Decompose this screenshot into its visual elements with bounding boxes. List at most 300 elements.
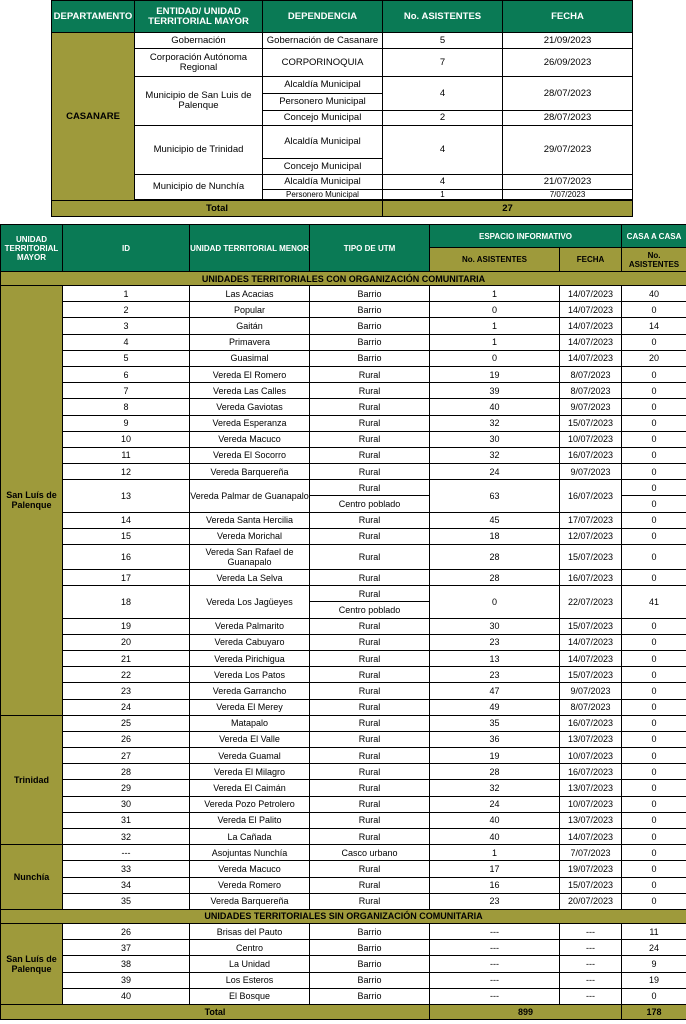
id-cell: 1 bbox=[63, 286, 190, 302]
table-row bbox=[1, 972, 686, 988]
casa-cell: 11 bbox=[622, 923, 686, 939]
table-row bbox=[1, 350, 686, 366]
tipo-cell: Rural bbox=[310, 399, 430, 415]
tipo-cell: Rural bbox=[310, 829, 430, 845]
asistentes-cell: --- bbox=[430, 972, 560, 988]
casa-cell: 0 bbox=[622, 715, 686, 731]
asistentes-cell: 23 bbox=[430, 893, 560, 909]
fecha-cell: 9/07/2023 bbox=[560, 683, 622, 699]
tipo-cell: Rural bbox=[310, 366, 430, 382]
tipo-cell: Rural bbox=[310, 480, 430, 496]
fecha-cell: 13/07/2023 bbox=[560, 731, 622, 747]
entidad-cell: Gobernación bbox=[135, 33, 263, 49]
header-espacio: ESPACIO INFORMATIVO bbox=[430, 225, 622, 248]
dependencia-cell: Concejo Municipal bbox=[263, 159, 383, 175]
casa-cell: 0 bbox=[622, 447, 686, 463]
id-cell: 25 bbox=[63, 715, 190, 731]
asistentes-cell: 16 bbox=[430, 877, 560, 893]
fecha-cell: 13/07/2023 bbox=[560, 780, 622, 796]
unidad-menor-cell: La Cañada bbox=[190, 829, 310, 845]
unidad-menor-cell: Vereda Santa Hercilia bbox=[190, 512, 310, 528]
unidad-menor-cell: Brisas del Pauto bbox=[190, 923, 310, 939]
asistentes-cell: 0 bbox=[430, 586, 560, 618]
asistentes-cell: 19 bbox=[430, 366, 560, 382]
header-asistentes: No. ASISTENTES bbox=[430, 248, 560, 272]
id-cell: 21 bbox=[63, 650, 190, 666]
fecha-cell: 14/07/2023 bbox=[560, 318, 622, 334]
dependencia-cell: Personero Municipal bbox=[263, 190, 383, 200]
unidad-menor-cell: Vereda Gaviotas bbox=[190, 399, 310, 415]
casa-cell: 0 bbox=[622, 829, 686, 845]
header-dependencia: DEPENDENCIA bbox=[263, 1, 383, 33]
fecha-cell: 21/07/2023 bbox=[503, 175, 633, 190]
tipo-cell: Rural bbox=[310, 383, 430, 399]
id-cell: 17 bbox=[63, 570, 190, 586]
tipo-cell: Rural bbox=[310, 683, 430, 699]
tipo-cell: Centro poblado bbox=[310, 602, 430, 618]
asistentes-cell: 32 bbox=[430, 780, 560, 796]
table-row bbox=[1, 512, 686, 528]
header-id: ID bbox=[63, 225, 190, 272]
unidad-menor-cell: Vereda Pozo Petrolero bbox=[190, 796, 310, 812]
table-row bbox=[1, 940, 686, 956]
id-cell: 3 bbox=[63, 318, 190, 334]
asistentes-cell: 35 bbox=[430, 715, 560, 731]
tipo-cell: Rural bbox=[310, 796, 430, 812]
tipo-cell: Rural bbox=[310, 618, 430, 634]
asistentes-cell: 32 bbox=[430, 447, 560, 463]
id-cell: 23 bbox=[63, 683, 190, 699]
unidad-menor-cell: Asojuntas Nunchía bbox=[190, 845, 310, 861]
unidad-menor-cell: Las Acacias bbox=[190, 286, 310, 302]
table-row bbox=[1, 383, 686, 399]
fecha-cell: --- bbox=[560, 940, 622, 956]
unidad-menor-cell: Vereda El Socorro bbox=[190, 447, 310, 463]
unidad-menor-cell: Vereda Morichal bbox=[190, 528, 310, 544]
casa-cell: 14 bbox=[622, 318, 686, 334]
fecha-cell: 14/07/2023 bbox=[560, 634, 622, 650]
total-label: Total bbox=[1, 1004, 430, 1019]
casa-cell: 0 bbox=[622, 302, 686, 318]
asistentes-cell: 4 bbox=[383, 126, 503, 175]
tipo-cell: Rural bbox=[310, 861, 430, 877]
section-header-row bbox=[1, 909, 686, 923]
entidad-cell: Municipio de Trinidad bbox=[135, 126, 263, 175]
section-title: UNIDADES TERRITORIALES SIN ORGANIZACIÓN COMUNITARIA bbox=[1, 909, 686, 923]
id-cell: 7 bbox=[63, 383, 190, 399]
id-cell: 14 bbox=[63, 512, 190, 528]
tipo-cell: Barrio bbox=[310, 318, 430, 334]
asistentes-cell: 28 bbox=[430, 764, 560, 780]
fecha-cell: 28/07/2023 bbox=[503, 111, 633, 126]
table-row bbox=[1, 528, 686, 544]
id-cell: 11 bbox=[63, 447, 190, 463]
tipo-cell: Casco urbano bbox=[310, 845, 430, 861]
table-row bbox=[1, 861, 686, 877]
unidad-menor-cell: Vereda Cabuyaro bbox=[190, 634, 310, 650]
unidad-menor-cell: Vereda Barquereña bbox=[190, 893, 310, 909]
casa-cell: 0 bbox=[622, 731, 686, 747]
table-row bbox=[1, 715, 686, 731]
unidad-menor-cell: Vereda Palmarito bbox=[190, 618, 310, 634]
id-cell: 30 bbox=[63, 796, 190, 812]
unidad-menor-cell: Vereda Palmar de Guanapalo bbox=[190, 480, 310, 512]
fecha-cell: 29/07/2023 bbox=[503, 126, 633, 175]
fecha-cell: 8/07/2023 bbox=[560, 366, 622, 382]
table-row bbox=[1, 845, 686, 861]
id-cell: 35 bbox=[63, 893, 190, 909]
id-cell: --- bbox=[63, 845, 190, 861]
tipo-cell: Rural bbox=[310, 893, 430, 909]
fecha-cell: 16/07/2023 bbox=[560, 570, 622, 586]
total-label: Total bbox=[52, 201, 383, 217]
unidad-menor-cell: La Unidad bbox=[190, 956, 310, 972]
table-row bbox=[1, 699, 686, 715]
unidad-menor-cell: Matapalo bbox=[190, 715, 310, 731]
fecha-cell: 14/07/2023 bbox=[560, 334, 622, 350]
casa-cell: 9 bbox=[622, 956, 686, 972]
table-row bbox=[1, 302, 686, 318]
total-asistentes: 899 bbox=[430, 1004, 622, 1019]
dependencia-cell: CORPORINOQUIA bbox=[263, 49, 383, 77]
unidad-menor-cell: Gaitán bbox=[190, 318, 310, 334]
tipo-cell: Rural bbox=[310, 715, 430, 731]
asistentes-cell: 47 bbox=[430, 683, 560, 699]
unidad-menor-cell: Vereda Esperanza bbox=[190, 415, 310, 431]
territorial-units-table bbox=[0, 224, 686, 1020]
asistentes-cell: 39 bbox=[430, 383, 560, 399]
tipo-cell: Barrio bbox=[310, 988, 430, 1004]
unidad-menor-cell: Vereda Guamal bbox=[190, 748, 310, 764]
asistentes-cell: 28 bbox=[430, 545, 560, 570]
table-row bbox=[1, 956, 686, 972]
fecha-cell: 14/07/2023 bbox=[560, 829, 622, 845]
table-row bbox=[1, 480, 686, 496]
id-cell: 38 bbox=[63, 956, 190, 972]
tipo-cell: Rural bbox=[310, 667, 430, 683]
fecha-cell: 10/07/2023 bbox=[560, 431, 622, 447]
id-cell: 15 bbox=[63, 528, 190, 544]
tipo-cell: Barrio bbox=[310, 334, 430, 350]
fecha-cell: 12/07/2023 bbox=[560, 528, 622, 544]
tipo-cell: Centro poblado bbox=[310, 496, 430, 512]
table-row bbox=[1, 286, 686, 302]
casa-cell: 20 bbox=[622, 350, 686, 366]
fecha-cell: 15/07/2023 bbox=[560, 618, 622, 634]
header-unidad-menor: UNIDAD TERRITORIAL MENOR bbox=[190, 225, 310, 272]
table-row bbox=[1, 399, 686, 415]
table-row bbox=[1, 545, 686, 570]
casa-cell: 0 bbox=[622, 780, 686, 796]
casa-cell: 0 bbox=[622, 988, 686, 1004]
asistentes-cell: --- bbox=[430, 923, 560, 939]
id-cell: 4 bbox=[63, 334, 190, 350]
casa-cell: 0 bbox=[622, 650, 686, 666]
table-row bbox=[1, 683, 686, 699]
id-cell: 26 bbox=[63, 731, 190, 747]
id-cell: 2 bbox=[63, 302, 190, 318]
unidad-menor-cell: Guasimal bbox=[190, 350, 310, 366]
fecha-cell: 16/07/2023 bbox=[560, 480, 622, 512]
unidad-mayor-cell: Trinidad bbox=[1, 715, 63, 845]
fecha-cell: 15/07/2023 bbox=[560, 877, 622, 893]
fecha-cell: 15/07/2023 bbox=[560, 667, 622, 683]
header-casa-asistentes: No. ASISTENTES bbox=[622, 248, 686, 272]
header-unidad-mayor: UNIDAD TERRITORIAL MAYOR bbox=[1, 225, 63, 272]
asistentes-cell: 4 bbox=[383, 175, 503, 190]
unidad-menor-cell: Vereda Los Patos bbox=[190, 667, 310, 683]
table-row bbox=[1, 988, 686, 1004]
id-cell: 33 bbox=[63, 861, 190, 877]
entities-attendance-table bbox=[51, 0, 633, 217]
asistentes-cell: 1 bbox=[430, 845, 560, 861]
tipo-cell: Rural bbox=[310, 512, 430, 528]
unidad-menor-cell: Vereda Las Calles bbox=[190, 383, 310, 399]
tipo-cell: Rural bbox=[310, 447, 430, 463]
unidad-menor-cell: Los Esteros bbox=[190, 972, 310, 988]
id-cell: 19 bbox=[63, 618, 190, 634]
fecha-cell: 14/07/2023 bbox=[560, 650, 622, 666]
unidad-menor-cell: Centro bbox=[190, 940, 310, 956]
asistentes-cell: --- bbox=[430, 956, 560, 972]
id-cell: 12 bbox=[63, 464, 190, 480]
id-cell: 13 bbox=[63, 480, 190, 512]
dependencia-cell: Personero Municipal bbox=[263, 94, 383, 111]
table-row bbox=[1, 877, 686, 893]
casa-cell: 0 bbox=[622, 748, 686, 764]
dependencia-cell: Concejo Municipal bbox=[263, 111, 383, 126]
table-row bbox=[1, 431, 686, 447]
unidad-menor-cell: Vereda Macuco bbox=[190, 861, 310, 877]
fecha-cell: 15/07/2023 bbox=[560, 415, 622, 431]
unidad-menor-cell: Vereda La Selva bbox=[190, 570, 310, 586]
header-fecha: FECHA bbox=[503, 1, 633, 33]
tipo-cell: Rural bbox=[310, 545, 430, 570]
unidad-menor-cell: Vereda El Romero bbox=[190, 366, 310, 382]
tipo-cell: Rural bbox=[310, 570, 430, 586]
table-row bbox=[1, 366, 686, 382]
table-row bbox=[1, 634, 686, 650]
total-casa: 178 bbox=[622, 1004, 686, 1019]
casa-cell: 19 bbox=[622, 972, 686, 988]
unidad-menor-cell: Vereda Macuco bbox=[190, 431, 310, 447]
asistentes-cell: --- bbox=[430, 988, 560, 1004]
tipo-cell: Barrio bbox=[310, 302, 430, 318]
section-header-row bbox=[1, 272, 686, 286]
header-asistentes: No. ASISTENTES bbox=[383, 1, 503, 33]
casa-cell: 0 bbox=[622, 415, 686, 431]
table-row bbox=[1, 415, 686, 431]
unidad-mayor-cell: San Luís de Palenque bbox=[1, 923, 63, 1004]
id-cell: 5 bbox=[63, 350, 190, 366]
casa-cell: 0 bbox=[622, 464, 686, 480]
asistentes-cell: 7 bbox=[383, 49, 503, 77]
dependencia-cell: Alcaldía Municipal bbox=[263, 126, 383, 159]
section-title: UNIDADES TERRITORIALES CON ORGANIZACIÓN COMUNITARIA bbox=[1, 272, 686, 286]
casa-cell: 0 bbox=[622, 699, 686, 715]
casa-cell: 0 bbox=[622, 877, 686, 893]
fecha-cell: 14/07/2023 bbox=[560, 302, 622, 318]
table-row bbox=[1, 796, 686, 812]
fecha-cell: 16/07/2023 bbox=[560, 447, 622, 463]
casa-cell: 0 bbox=[622, 431, 686, 447]
header-casa: CASA A CASA bbox=[622, 225, 686, 248]
casa-cell: 40 bbox=[622, 286, 686, 302]
casa-cell: 0 bbox=[622, 480, 686, 496]
id-cell: 40 bbox=[63, 988, 190, 1004]
tipo-cell: Rural bbox=[310, 764, 430, 780]
fecha-cell: 28/07/2023 bbox=[503, 77, 633, 111]
tipo-cell: Rural bbox=[310, 748, 430, 764]
fecha-cell: 20/07/2023 bbox=[560, 893, 622, 909]
asistentes-cell: 18 bbox=[430, 528, 560, 544]
casa-cell: 0 bbox=[622, 383, 686, 399]
casa-cell: 0 bbox=[622, 683, 686, 699]
fecha-cell: 10/07/2023 bbox=[560, 748, 622, 764]
casa-cell: 0 bbox=[622, 634, 686, 650]
fecha-cell: 13/07/2023 bbox=[560, 812, 622, 828]
tipo-cell: Barrio bbox=[310, 923, 430, 939]
unidad-menor-cell: Vereda El Merey bbox=[190, 699, 310, 715]
unidad-menor-cell: Vereda Garrancho bbox=[190, 683, 310, 699]
asistentes-cell: 17 bbox=[430, 861, 560, 877]
casa-cell: 24 bbox=[622, 940, 686, 956]
table-row bbox=[1, 812, 686, 828]
id-cell: 31 bbox=[63, 812, 190, 828]
asistentes-cell: 24 bbox=[430, 464, 560, 480]
asistentes-cell: 19 bbox=[430, 748, 560, 764]
asistentes-cell: 13 bbox=[430, 650, 560, 666]
id-cell: 6 bbox=[63, 366, 190, 382]
unidad-menor-cell: Popular bbox=[190, 302, 310, 318]
casa-cell: 0 bbox=[622, 764, 686, 780]
total-row bbox=[1, 1004, 686, 1019]
tipo-cell: Rural bbox=[310, 650, 430, 666]
casa-cell: 41 bbox=[622, 586, 686, 618]
asistentes-cell: 1 bbox=[430, 334, 560, 350]
tipo-cell: Rural bbox=[310, 812, 430, 828]
dependencia-cell: Alcaldía Municipal bbox=[263, 175, 383, 190]
id-cell: 22 bbox=[63, 667, 190, 683]
tipo-cell: Rural bbox=[310, 634, 430, 650]
id-cell: 39 bbox=[63, 972, 190, 988]
asistentes-cell: 32 bbox=[430, 415, 560, 431]
asistentes-cell: --- bbox=[430, 940, 560, 956]
entidad-cell: Corporación Autónoma Regional bbox=[135, 49, 263, 77]
casa-cell: 0 bbox=[622, 512, 686, 528]
table-row bbox=[1, 780, 686, 796]
unidad-menor-cell: Vereda Romero bbox=[190, 877, 310, 893]
id-cell: 29 bbox=[63, 780, 190, 796]
table-row bbox=[1, 586, 686, 602]
header-departamento: DEPARTAMENTO bbox=[52, 1, 135, 33]
fecha-cell: 22/07/2023 bbox=[560, 586, 622, 618]
fecha-cell: --- bbox=[560, 956, 622, 972]
dependencia-cell: Alcaldía Municipal bbox=[263, 77, 383, 94]
asistentes-cell: 1 bbox=[383, 190, 503, 200]
casa-cell: 0 bbox=[622, 667, 686, 683]
asistentes-cell: 5 bbox=[383, 33, 503, 49]
table-row bbox=[1, 618, 686, 634]
casa-cell: 0 bbox=[622, 366, 686, 382]
id-cell: 26 bbox=[63, 923, 190, 939]
asistentes-cell: 23 bbox=[430, 634, 560, 650]
id-cell: 8 bbox=[63, 399, 190, 415]
table-row bbox=[1, 447, 686, 463]
asistentes-cell: 24 bbox=[430, 796, 560, 812]
id-cell: 20 bbox=[63, 634, 190, 650]
asistentes-cell: 45 bbox=[430, 512, 560, 528]
fecha-cell: 7/07/2023 bbox=[503, 190, 633, 200]
fecha-cell: 8/07/2023 bbox=[560, 699, 622, 715]
asistentes-cell: 0 bbox=[430, 350, 560, 366]
dependencia-cell: Gobernación de Casanare bbox=[263, 33, 383, 49]
fecha-cell: 7/07/2023 bbox=[560, 845, 622, 861]
asistentes-cell: 63 bbox=[430, 480, 560, 512]
tipo-cell: Rural bbox=[310, 877, 430, 893]
id-cell: 34 bbox=[63, 877, 190, 893]
casa-cell: 0 bbox=[622, 570, 686, 586]
tipo-cell: Rural bbox=[310, 699, 430, 715]
casa-cell: 0 bbox=[622, 845, 686, 861]
unidad-menor-cell: Vereda Los Jagüeyes bbox=[190, 586, 310, 618]
fecha-cell: --- bbox=[560, 972, 622, 988]
asistentes-cell: 49 bbox=[430, 699, 560, 715]
asistentes-cell: 4 bbox=[383, 77, 503, 111]
id-cell: 24 bbox=[63, 699, 190, 715]
asistentes-cell: 30 bbox=[430, 431, 560, 447]
tipo-cell: Rural bbox=[310, 780, 430, 796]
fecha-cell: 9/07/2023 bbox=[560, 464, 622, 480]
casa-cell: 0 bbox=[622, 796, 686, 812]
tipo-cell: Barrio bbox=[310, 940, 430, 956]
unidad-menor-cell: Vereda Pirichigua bbox=[190, 650, 310, 666]
id-cell: 27 bbox=[63, 748, 190, 764]
casa-cell: 0 bbox=[622, 399, 686, 415]
table-row bbox=[1, 464, 686, 480]
fecha-cell: 10/07/2023 bbox=[560, 796, 622, 812]
unidad-menor-cell: Vereda El Caimán bbox=[190, 780, 310, 796]
casa-cell: 0 bbox=[622, 334, 686, 350]
table-row bbox=[1, 829, 686, 845]
asistentes-cell: 40 bbox=[430, 812, 560, 828]
unidad-menor-cell: Vereda San Rafael de Guanapalo bbox=[190, 545, 310, 570]
unidad-menor-cell: Vereda Barquereña bbox=[190, 464, 310, 480]
table-row bbox=[1, 923, 686, 939]
asistentes-cell: 40 bbox=[430, 399, 560, 415]
unidad-menor-cell: Vereda El Milagro bbox=[190, 764, 310, 780]
asistentes-cell: 30 bbox=[430, 618, 560, 634]
fecha-cell: 21/09/2023 bbox=[503, 33, 633, 49]
casa-cell: 0 bbox=[622, 545, 686, 570]
unidad-menor-cell: El Bosque bbox=[190, 988, 310, 1004]
tipo-cell: Rural bbox=[310, 731, 430, 747]
fecha-cell: 9/07/2023 bbox=[560, 399, 622, 415]
unidad-mayor-cell: Nunchía bbox=[1, 845, 63, 910]
id-cell: 16 bbox=[63, 545, 190, 570]
asistentes-cell: 23 bbox=[430, 667, 560, 683]
casa-cell: 0 bbox=[622, 496, 686, 512]
fecha-cell: --- bbox=[560, 988, 622, 1004]
asistentes-cell: 0 bbox=[430, 302, 560, 318]
fecha-cell: 19/07/2023 bbox=[560, 861, 622, 877]
unidad-menor-cell: Vereda El Valle bbox=[190, 731, 310, 747]
tipo-cell: Rural bbox=[310, 415, 430, 431]
fecha-cell: 14/07/2023 bbox=[560, 286, 622, 302]
header-tipo: TIPO DE UTM bbox=[310, 225, 430, 272]
fecha-cell: 17/07/2023 bbox=[560, 512, 622, 528]
table-row bbox=[1, 748, 686, 764]
